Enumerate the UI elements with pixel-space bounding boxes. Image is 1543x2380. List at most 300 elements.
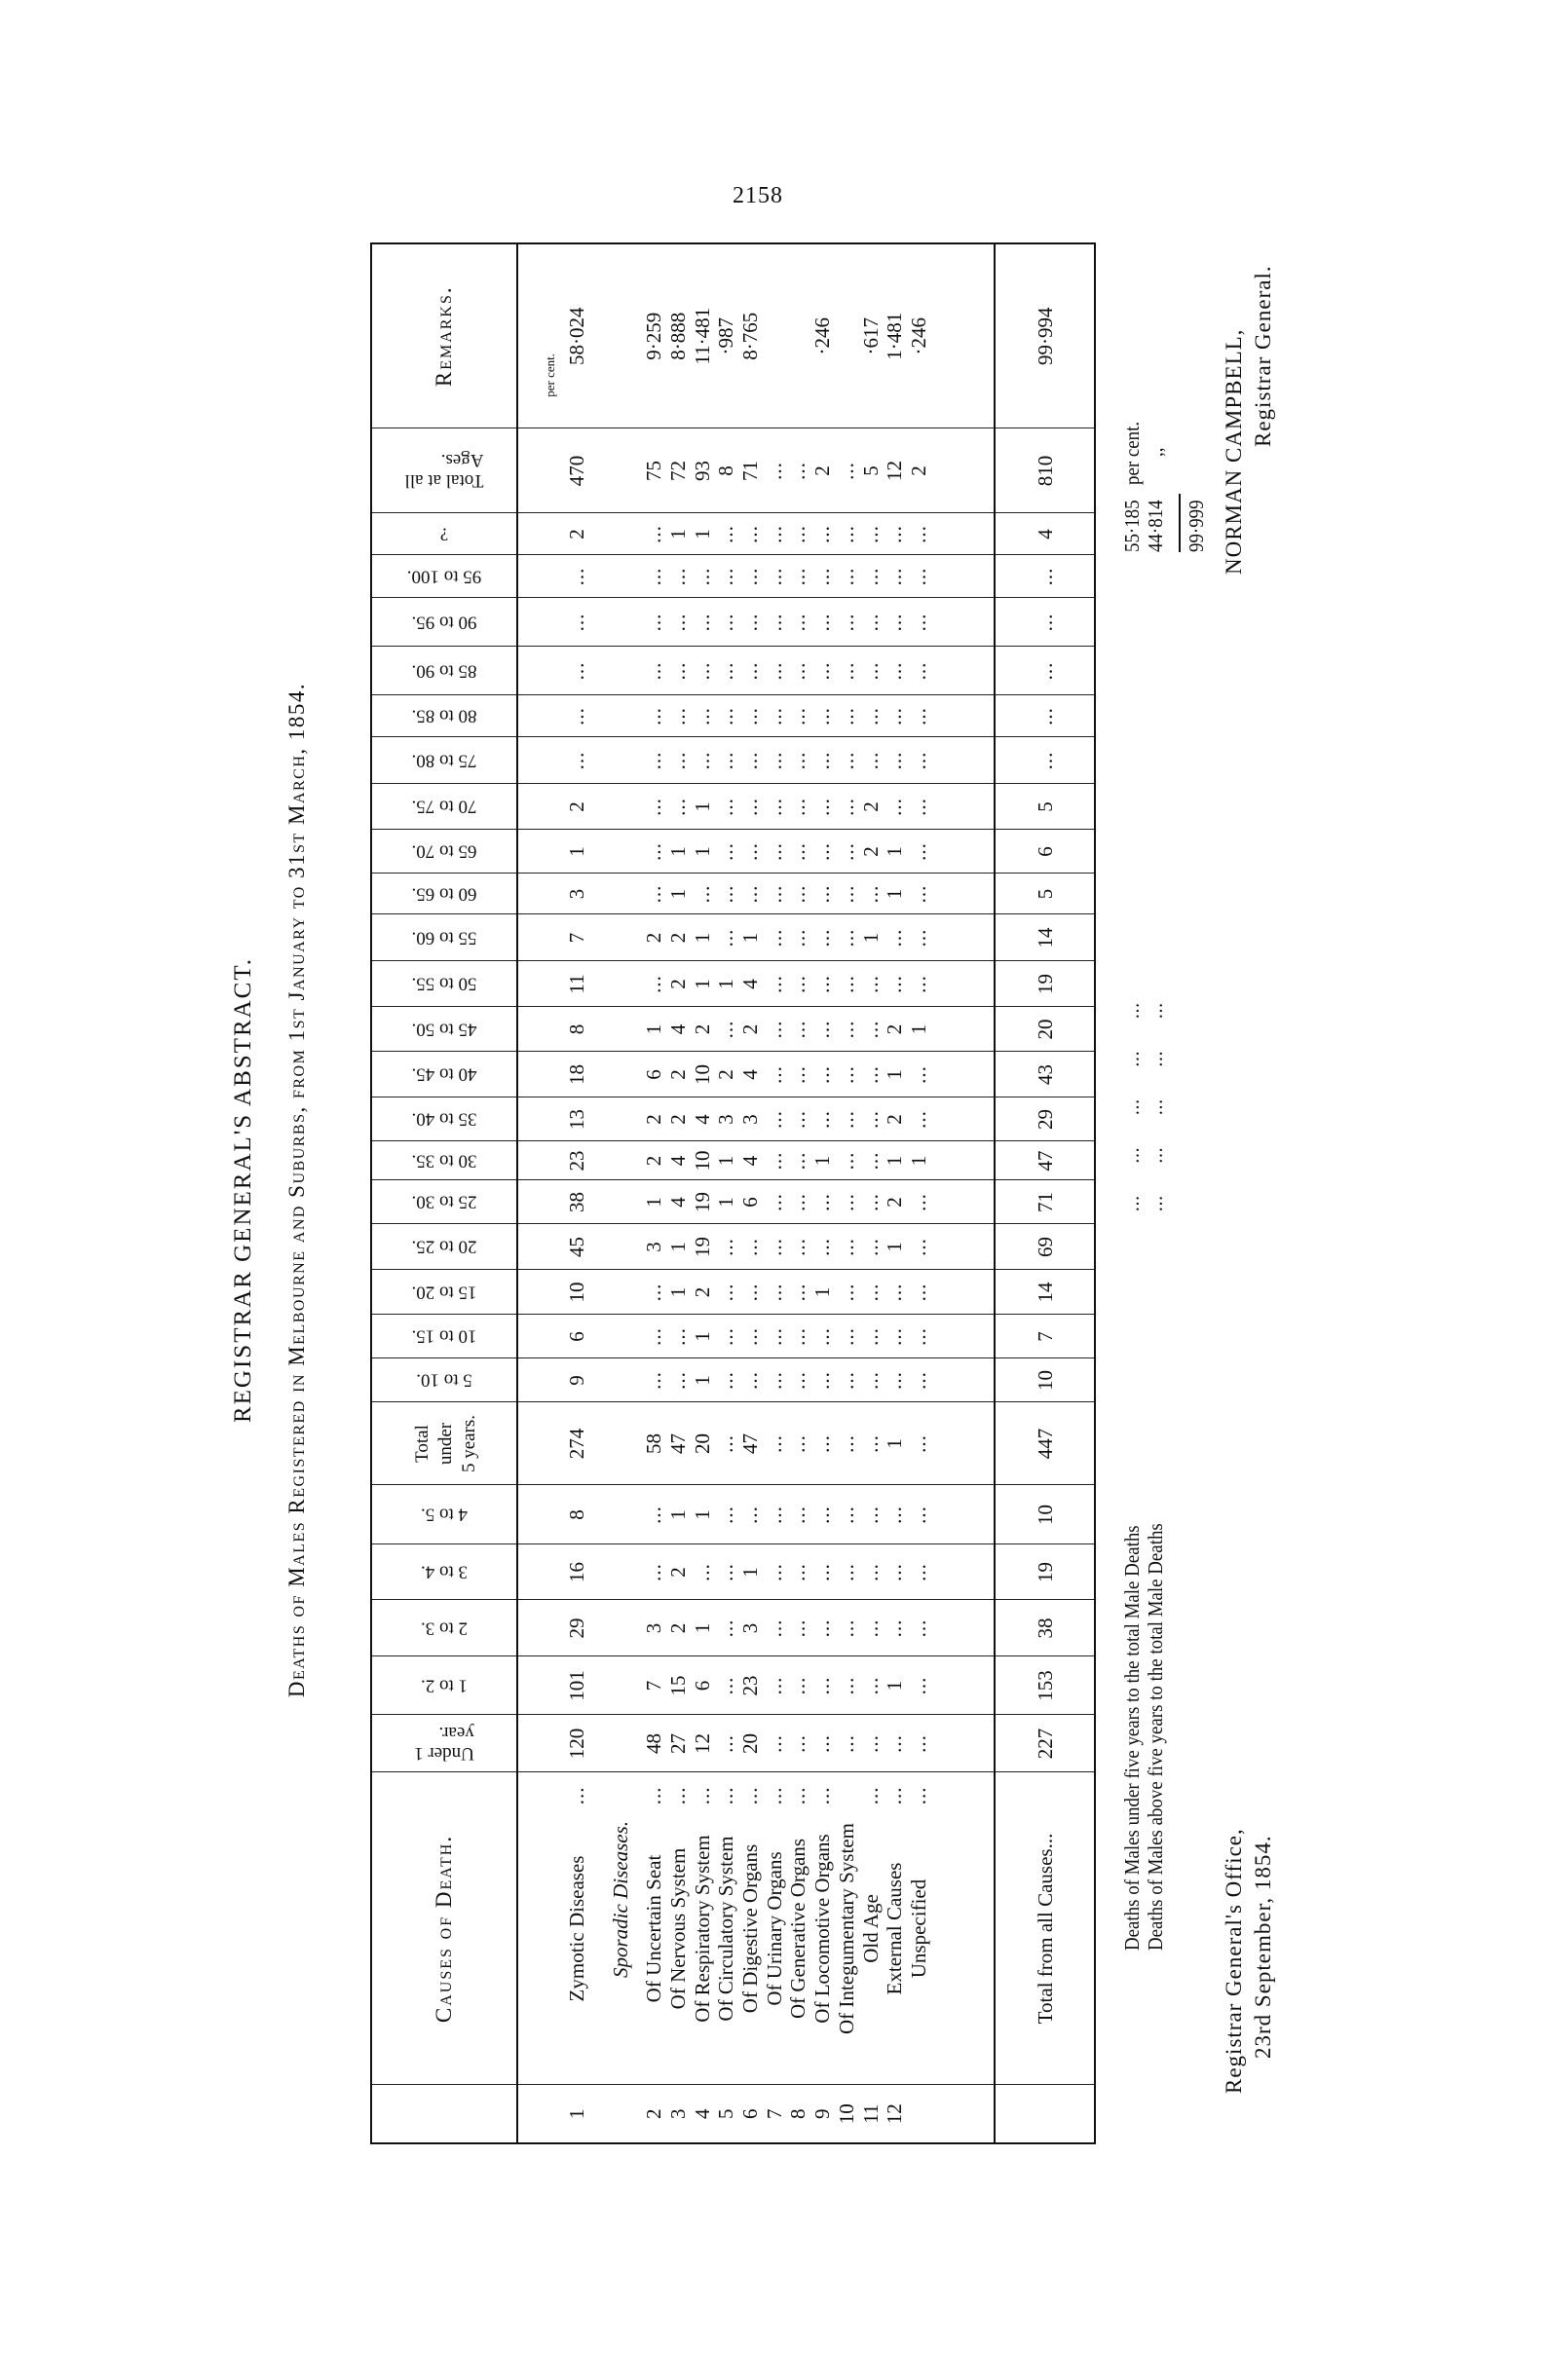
table-cell: 1 bbox=[666, 874, 691, 914]
empty-cell bbox=[598, 1485, 642, 1544]
table-cell: 4 bbox=[738, 961, 763, 1007]
table-cell: ... bbox=[642, 961, 666, 1007]
header-label: 4 to 5. bbox=[420, 1505, 469, 1525]
empty-cell bbox=[930, 1007, 995, 1052]
header-label: 70 to 75. bbox=[411, 797, 477, 817]
table-cell: ... bbox=[786, 513, 810, 555]
header-label: 80 to 85. bbox=[411, 706, 477, 726]
table-cell: ... bbox=[714, 830, 738, 874]
signature-name: NORMAN CAMPBELL, bbox=[1222, 328, 1246, 575]
table-cell: ... bbox=[517, 695, 598, 737]
empty-cell bbox=[930, 1180, 995, 1224]
table-cell: ... bbox=[995, 647, 1095, 695]
table-cell: ... bbox=[786, 1315, 810, 1358]
header-label: Total under 5 years. bbox=[412, 1414, 479, 1473]
row-cause bbox=[517, 1772, 598, 2085]
table-cell: ... bbox=[810, 1097, 835, 1141]
table-cell: 43 bbox=[995, 1052, 1095, 1097]
leader-dots: ... bbox=[883, 1786, 907, 1805]
empty-cell bbox=[598, 1097, 642, 1141]
table-cell: 2 bbox=[666, 1544, 691, 1600]
row-cause bbox=[835, 1772, 859, 2085]
table-cell: 4 bbox=[738, 1052, 763, 1097]
summary-leader-dots: ... ... ... ... ... bbox=[1120, 1002, 1144, 1211]
empty-cell bbox=[930, 784, 995, 830]
table-cell: 120 bbox=[517, 1715, 598, 1772]
row-number: 12 bbox=[883, 2085, 907, 2143]
table-cell: 2 bbox=[666, 961, 691, 1007]
empty-cell bbox=[598, 1715, 642, 1772]
empty-cell bbox=[598, 784, 642, 830]
table-cell: ... bbox=[786, 874, 810, 914]
table-cell: ... bbox=[786, 1485, 810, 1544]
table-cell: ... bbox=[907, 737, 931, 784]
empty-cell bbox=[930, 830, 995, 874]
table-cell: ... bbox=[690, 695, 714, 737]
table-cell: ... bbox=[835, 1485, 859, 1544]
table-cell: 4 bbox=[666, 1180, 691, 1224]
table-cell: 6 bbox=[690, 1656, 714, 1715]
empty-cell bbox=[930, 1544, 995, 1600]
leader-dots: ... bbox=[565, 1786, 588, 1805]
table-cell: ... bbox=[858, 647, 883, 695]
row-cause bbox=[642, 1772, 666, 2085]
empty-cell bbox=[930, 1097, 995, 1141]
cause-label: Of Circulatory System bbox=[714, 1836, 738, 2022]
table-cell: ... bbox=[786, 961, 810, 1007]
table-cell: 1 bbox=[690, 914, 714, 961]
table-cell: 6 bbox=[995, 830, 1095, 874]
header-age-column bbox=[371, 1097, 517, 1141]
header-label: 95 to 100. bbox=[406, 566, 482, 587]
header-age-column bbox=[371, 1052, 517, 1097]
table-cell: ... bbox=[858, 555, 883, 598]
table-cell: 15 bbox=[666, 1656, 691, 1715]
empty-cell bbox=[930, 428, 995, 513]
table-cell: ... bbox=[714, 1007, 738, 1052]
table-cell: ... bbox=[786, 1052, 810, 1097]
table-cell: ... bbox=[714, 555, 738, 598]
leader-dots: ... bbox=[786, 1786, 810, 1805]
table-row bbox=[907, 243, 931, 2143]
header-age-column bbox=[371, 1485, 517, 1544]
row-cause bbox=[883, 1772, 907, 2085]
table-cell: 447 bbox=[995, 1402, 1095, 1485]
remark-value: ·246 bbox=[810, 317, 835, 355]
header-row bbox=[371, 243, 517, 2143]
table-cell: ... bbox=[714, 1715, 738, 1772]
table-cell: 3 bbox=[642, 1224, 666, 1270]
table-cell: ... bbox=[810, 961, 835, 1007]
row-remark bbox=[835, 243, 859, 428]
table-cell: ... bbox=[883, 1715, 907, 1772]
table-cell: ... bbox=[738, 1315, 763, 1358]
table-cell: ... bbox=[858, 737, 883, 784]
table-cell: ... bbox=[995, 695, 1095, 737]
header-label: 60 to 65. bbox=[411, 883, 477, 905]
table-cell: ... bbox=[786, 1141, 810, 1180]
spacer-row bbox=[930, 243, 995, 2143]
table-cell: ... bbox=[786, 428, 810, 513]
leader-dots: ... bbox=[642, 1786, 666, 1805]
table-cell: ... bbox=[858, 1052, 883, 1097]
document-title: REGISTRAR GENERAL'S ABSTRACT. bbox=[230, 956, 256, 1424]
table-cell: 1 bbox=[690, 1600, 714, 1656]
table-cell: ... bbox=[786, 1402, 810, 1485]
table-cell: 2 bbox=[666, 914, 691, 961]
table-cell: ... bbox=[762, 1270, 786, 1315]
table-row bbox=[517, 243, 598, 2143]
table-cell: ... bbox=[786, 1358, 810, 1402]
table-cell: ... bbox=[762, 961, 786, 1007]
table-cell: ... bbox=[690, 737, 714, 784]
table-cell: ... bbox=[883, 961, 907, 1007]
table-cell: ... bbox=[907, 1485, 931, 1544]
header-age-column bbox=[371, 1270, 517, 1315]
table-cell: ... bbox=[786, 1600, 810, 1656]
table-cell: ... bbox=[714, 1224, 738, 1270]
header-age-column bbox=[371, 428, 517, 513]
leader-dots: ... bbox=[762, 1786, 786, 1805]
header-label: 35 to 40. bbox=[411, 1109, 477, 1130]
table-cell: 71 bbox=[738, 428, 763, 513]
table-cell: 1 bbox=[642, 1007, 666, 1052]
table-cell: ... bbox=[786, 1180, 810, 1224]
header-label: 30 to 35. bbox=[411, 1150, 477, 1171]
signature-title: Registrar General. bbox=[1251, 265, 1275, 447]
header-age-column bbox=[371, 1656, 517, 1715]
table-cell: ... bbox=[738, 1224, 763, 1270]
table-cell: ... bbox=[907, 1656, 931, 1715]
empty-cell bbox=[598, 598, 642, 647]
table-cell: ... bbox=[858, 874, 883, 914]
empty-cell bbox=[598, 428, 642, 513]
table-cell: ... bbox=[835, 737, 859, 784]
sporadic-heading-row bbox=[598, 243, 642, 2143]
table-cell: ... bbox=[858, 1141, 883, 1180]
table-cell: ... bbox=[517, 598, 598, 647]
header-age-column bbox=[371, 1180, 517, 1224]
table-cell: 153 bbox=[995, 1656, 1095, 1715]
cause-label: Old Age bbox=[858, 1894, 883, 1963]
table-cell: ... bbox=[835, 1180, 859, 1224]
row-number: 4 bbox=[690, 2085, 714, 2143]
table-cell: ... bbox=[762, 1358, 786, 1402]
empty-cell bbox=[930, 513, 995, 555]
table-cell: ... bbox=[810, 1007, 835, 1052]
header-label: 10 to 15. bbox=[411, 1326, 477, 1347]
remark-value: 9·259 bbox=[642, 312, 666, 360]
empty-cell bbox=[930, 874, 995, 914]
row-remark bbox=[738, 243, 763, 428]
table-cell: ... bbox=[762, 1141, 786, 1180]
table-cell: 1 bbox=[810, 1270, 835, 1315]
table-cell: ... bbox=[738, 784, 763, 830]
remark-value: 8·888 bbox=[666, 312, 691, 360]
table-cell: ... bbox=[690, 598, 714, 647]
table-cell: 1 bbox=[690, 513, 714, 555]
empty-cell bbox=[598, 695, 642, 737]
table-row bbox=[995, 243, 1095, 2143]
table-cell: 72 bbox=[666, 428, 691, 513]
table-cell: ... bbox=[738, 1485, 763, 1544]
table-cell: ... bbox=[835, 1358, 859, 1402]
empty-cell bbox=[598, 243, 642, 428]
table-cell: 6 bbox=[738, 1180, 763, 1224]
table-cell: 2 bbox=[883, 1180, 907, 1224]
header-label: 40 to 45. bbox=[411, 1064, 477, 1085]
table-cell: ... bbox=[835, 1270, 859, 1315]
row-remark bbox=[762, 243, 786, 428]
table-cell: ... bbox=[858, 695, 883, 737]
empty-cell bbox=[598, 1270, 642, 1315]
row-number: 2 bbox=[642, 2085, 666, 2143]
table-cell: 101 bbox=[517, 1656, 598, 1715]
summary-above-five-unit: ,, bbox=[1144, 447, 1167, 457]
summary-above-five-value: 44·814 bbox=[1144, 500, 1167, 552]
row-number: 9 bbox=[810, 2085, 835, 2143]
empty-cell bbox=[598, 874, 642, 914]
header-label: 90 to 95. bbox=[411, 612, 477, 633]
table-cell: ... bbox=[883, 1544, 907, 1600]
table-cell: 45 bbox=[517, 1224, 598, 1270]
table-cell: ... bbox=[786, 1007, 810, 1052]
summary-under-five-value: 55·185 bbox=[1120, 500, 1144, 552]
table-cell: 5 bbox=[995, 874, 1095, 914]
table-cell: ... bbox=[835, 784, 859, 830]
table-cell: 20 bbox=[738, 1715, 763, 1772]
table-cell: ... bbox=[810, 1544, 835, 1600]
table-cell: ... bbox=[642, 695, 666, 737]
table-cell: ... bbox=[995, 555, 1095, 598]
table-cell: 5 bbox=[858, 428, 883, 513]
table-cell: 1 bbox=[883, 1141, 907, 1180]
header-age-column bbox=[371, 647, 517, 695]
table-cell: ... bbox=[907, 830, 931, 874]
header-age-column bbox=[371, 737, 517, 784]
table-cell: 20 bbox=[690, 1402, 714, 1485]
table-cell: 2 bbox=[690, 1270, 714, 1315]
table-cell: 38 bbox=[517, 1180, 598, 1224]
table-cell: 1 bbox=[907, 1141, 931, 1180]
table-cell: 8 bbox=[517, 1485, 598, 1544]
empty-cell bbox=[598, 1402, 642, 1485]
header-label: 45 to 50. bbox=[411, 1019, 477, 1040]
table-cell: 4 bbox=[666, 1141, 691, 1180]
table-cell: ... bbox=[714, 1600, 738, 1656]
table-cell: ... bbox=[642, 1270, 666, 1315]
empty-cell bbox=[930, 243, 995, 428]
header-label: ? bbox=[439, 524, 449, 544]
empty-cell bbox=[930, 1270, 995, 1315]
table-cell: 3 bbox=[517, 874, 598, 914]
table-cell: 6 bbox=[642, 1052, 666, 1097]
cause-label: Unspecified bbox=[906, 1878, 930, 1979]
table-cell: 23 bbox=[517, 1141, 598, 1180]
table-row bbox=[835, 243, 859, 2143]
table-cell: 1 bbox=[690, 1485, 714, 1544]
header-label: 55 to 60. bbox=[411, 927, 477, 948]
table-cell: 1 bbox=[907, 1007, 931, 1052]
table-cell: 2 bbox=[714, 1052, 738, 1097]
row-remark bbox=[517, 243, 598, 428]
empty-cell bbox=[598, 1656, 642, 1715]
table-cell: 2 bbox=[738, 1007, 763, 1052]
table-cell: ... bbox=[786, 830, 810, 874]
page-number: 2158 bbox=[733, 183, 783, 208]
row-remark bbox=[883, 243, 907, 428]
table-cell: ... bbox=[690, 647, 714, 695]
row-remark bbox=[907, 243, 931, 428]
row-number: 8 bbox=[786, 2085, 810, 2143]
header-label: 1 to 2. bbox=[420, 1675, 469, 1696]
table-row bbox=[810, 243, 835, 2143]
table-cell: ... bbox=[714, 695, 738, 737]
remark-value: 58·024 bbox=[565, 307, 588, 365]
table-cell: ... bbox=[762, 1007, 786, 1052]
table-cell: 14 bbox=[995, 914, 1095, 961]
table-cell: ... bbox=[907, 513, 931, 555]
table-cell: ... bbox=[810, 1485, 835, 1544]
table-cell: ... bbox=[714, 647, 738, 695]
table-cell: ... bbox=[690, 555, 714, 598]
header-age-column bbox=[371, 1358, 517, 1402]
table-cell: ... bbox=[642, 647, 666, 695]
row-number: 11 bbox=[858, 2085, 883, 2143]
table-cell: ... bbox=[883, 555, 907, 598]
table-cell: 1 bbox=[714, 961, 738, 1007]
header-age-column bbox=[371, 1600, 517, 1656]
cause-label: Of Digestive Organs bbox=[738, 1843, 763, 2014]
table-cell: 3 bbox=[738, 1600, 763, 1656]
table-cell: 29 bbox=[517, 1600, 598, 1656]
table-cell: ... bbox=[517, 555, 598, 598]
header-label: 25 to 30. bbox=[411, 1192, 477, 1212]
leader-dots: ... bbox=[714, 1786, 738, 1805]
table-cell: ... bbox=[883, 737, 907, 784]
empty-cell bbox=[930, 1656, 995, 1715]
table-cell: 2 bbox=[810, 428, 835, 513]
office-line-1: Registrar General's Office, bbox=[1222, 1828, 1246, 2094]
row-number bbox=[995, 2085, 1095, 2143]
table-cell: 1 bbox=[666, 513, 691, 555]
table-cell: ... bbox=[810, 555, 835, 598]
row-remark bbox=[666, 243, 691, 428]
remark-value: ·246 bbox=[906, 317, 930, 355]
table-cell: ... bbox=[762, 1485, 786, 1544]
empty-cell bbox=[930, 1224, 995, 1270]
table-cell: ... bbox=[762, 1315, 786, 1358]
table-cell: 12 bbox=[690, 1715, 714, 1772]
table-cell: 93 bbox=[690, 428, 714, 513]
table-cell: 47 bbox=[738, 1402, 763, 1485]
table-cell: ... bbox=[883, 647, 907, 695]
table-cell: ... bbox=[907, 695, 931, 737]
row-cause bbox=[786, 1772, 810, 2085]
table-row bbox=[858, 243, 883, 2143]
header-label: Under 1 year. bbox=[414, 1723, 474, 1765]
table-cell: 2 bbox=[642, 914, 666, 961]
row-number: 10 bbox=[835, 2085, 859, 2143]
table-cell: 4 bbox=[995, 513, 1095, 555]
table-cell: ... bbox=[642, 784, 666, 830]
table-cell: ... bbox=[907, 784, 931, 830]
table-cell: 69 bbox=[995, 1224, 1095, 1270]
row-remark bbox=[714, 243, 738, 428]
table-cell: 2 bbox=[907, 428, 931, 513]
table-cell: ... bbox=[786, 555, 810, 598]
table-cell: ... bbox=[714, 598, 738, 647]
empty-cell bbox=[930, 961, 995, 1007]
table-cell: ... bbox=[762, 428, 786, 513]
leader-dots: ... bbox=[666, 1786, 691, 1805]
table-cell: 19 bbox=[995, 961, 1095, 1007]
table-cell: 7 bbox=[995, 1315, 1095, 1358]
table-cell: ... bbox=[762, 914, 786, 961]
empty-cell bbox=[598, 961, 642, 1007]
empty-cell bbox=[930, 914, 995, 961]
table-cell: ... bbox=[835, 1315, 859, 1358]
row-cause bbox=[666, 1772, 691, 2085]
table-cell: ... bbox=[762, 1544, 786, 1600]
table-cell: ... bbox=[907, 1315, 931, 1358]
table-cell: ... bbox=[883, 1270, 907, 1315]
table-cell: ... bbox=[907, 1097, 931, 1141]
table-cell: ... bbox=[810, 695, 835, 737]
table-cell: ... bbox=[738, 830, 763, 874]
table-cell: 1 bbox=[666, 1485, 691, 1544]
table-cell: ... bbox=[738, 874, 763, 914]
table-cell: ... bbox=[666, 647, 691, 695]
table-cell: ... bbox=[762, 695, 786, 737]
table-cell: ... bbox=[762, 598, 786, 647]
header-label: 15 to 20. bbox=[411, 1282, 477, 1303]
table-cell: ... bbox=[810, 737, 835, 784]
table-cell: ... bbox=[738, 647, 763, 695]
header-age-column bbox=[371, 784, 517, 830]
table-cell: ... bbox=[714, 737, 738, 784]
table-cell: ... bbox=[786, 1224, 810, 1270]
empty-cell bbox=[930, 1715, 995, 1772]
table-cell: 23 bbox=[738, 1656, 763, 1715]
empty-cell bbox=[598, 513, 642, 555]
table-cell: ... bbox=[858, 1544, 883, 1600]
deaths-abstract-table bbox=[370, 242, 1096, 2144]
table-cell: ... bbox=[738, 1358, 763, 1402]
header-age-column bbox=[371, 1544, 517, 1600]
table-cell: ... bbox=[786, 1097, 810, 1141]
table-cell: ... bbox=[907, 874, 931, 914]
table-cell: ... bbox=[642, 1315, 666, 1358]
table-cell: 2 bbox=[883, 1097, 907, 1141]
empty-cell bbox=[930, 737, 995, 784]
table-cell: 1 bbox=[738, 914, 763, 961]
table-cell: 8 bbox=[714, 428, 738, 513]
table-cell: 2 bbox=[858, 784, 883, 830]
table-cell: ... bbox=[642, 1358, 666, 1402]
header-age-column bbox=[371, 1315, 517, 1358]
table-row bbox=[642, 243, 666, 2143]
table-cell: ... bbox=[835, 598, 859, 647]
table-cell: ... bbox=[810, 784, 835, 830]
table-cell: ... bbox=[714, 1358, 738, 1402]
table-cell: ... bbox=[642, 513, 666, 555]
table-cell: ... bbox=[907, 1052, 931, 1097]
leader-dots: ... bbox=[906, 1786, 930, 1805]
table-cell: ... bbox=[810, 1315, 835, 1358]
table-row bbox=[883, 243, 907, 2143]
table-cell: 10 bbox=[995, 1358, 1095, 1402]
